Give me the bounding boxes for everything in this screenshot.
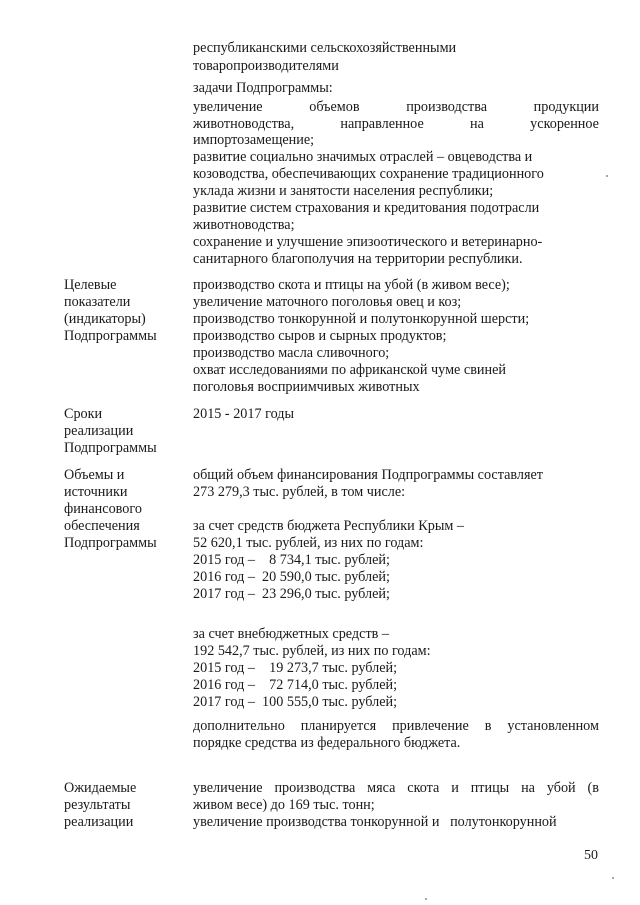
extra-year: 2016 год – 72 714,0 тыс. рублей; — [193, 677, 398, 693]
target-item: поголовья восприимчивых животных — [193, 379, 420, 395]
task-line: импортозамещение; — [193, 132, 315, 148]
task-line: сохранение и улучшение эпизоотического и ветеринарно- — [193, 234, 543, 250]
funding-total: общий объем финансирования Подпрограммы составляет — [193, 467, 543, 483]
results-line: живом весе) до 169 тыс. тонн; — [193, 797, 375, 813]
scan-speck — [606, 175, 608, 177]
budget-year: 2015 год – 8 734,1 тыс. рублей; — [193, 552, 390, 568]
extra-year: 2015 год – 19 273,7 тыс. рублей; — [193, 660, 398, 676]
target-item: производство тонкорунной и полутонкорунной шерсти; — [193, 311, 530, 327]
task-line: козоводства, обеспечивающих сохранение традиционного — [193, 166, 544, 182]
targets-label: Целевые — [64, 277, 117, 293]
results-label: реализации — [64, 814, 134, 830]
budget-year: 2017 год – 23 296,0 тыс. рублей; — [193, 586, 390, 602]
funding-label: обеспечения — [64, 518, 140, 534]
extra-year: 2017 год – 100 555,0 тыс. рублей; — [193, 694, 398, 710]
results-label: Ожидаемые — [64, 780, 137, 796]
task-line: животноводства; — [193, 217, 295, 233]
terms-label: Сроки — [64, 406, 103, 422]
target-item: увеличение маточного поголовья овец и коз; — [193, 294, 462, 310]
terms-label: Подпрограммы — [64, 440, 157, 456]
goals-line: республиканскими сельскохозяйственными — [193, 40, 457, 56]
results-line: увеличение производства мяса скота и птицы на убой (в — [193, 780, 599, 796]
task-line: увеличение объемов производства продукции — [193, 99, 599, 115]
federal-note: порядке средства из федерального бюджета. — [193, 735, 461, 751]
target-item: производство сыров и сырных продуктов; — [193, 328, 447, 344]
funding-label: финансового — [64, 501, 142, 517]
scan-speck — [425, 898, 427, 900]
target-item: охват исследованиями по африканской чуме свиней — [193, 362, 506, 378]
funding-label: источники — [64, 484, 128, 500]
page-number: 50 — [584, 848, 598, 863]
task-line: животноводства, направленное на ускоренное — [193, 116, 599, 132]
funding-label: Объемы и — [64, 467, 125, 483]
budget-total: 52 620,1 тыс. рублей, из них по годам: — [193, 535, 424, 551]
targets-label: показатели — [64, 294, 131, 310]
target-item: производство скота и птицы на убой (в живом весе); — [193, 277, 510, 293]
task-line: развитие социально значимых отраслей – овцеводства и — [193, 149, 533, 165]
task-line: уклада жизни и занятости населения республики; — [193, 183, 494, 199]
results-line: увеличение производства тонкорунной и полутонкорунной — [193, 814, 557, 830]
targets-label: Подпрограммы — [64, 328, 157, 344]
scan-speck — [612, 877, 614, 879]
task-line: санитарного благополучия на территории республики. — [193, 251, 523, 267]
task-line: развитие систем страхования и кредитования подотрасли — [193, 200, 540, 216]
federal-note: дополнительно планируется привлечение в установленном — [193, 718, 599, 734]
budget-heading: за счет средств бюджета Республики Крым – — [193, 518, 464, 534]
target-item: производство масла сливочного; — [193, 345, 390, 361]
extra-total: 192 542,7 тыс. рублей, из них по годам: — [193, 643, 431, 659]
goals-line: товаропроизводителями — [193, 58, 339, 74]
results-label: результаты — [64, 797, 131, 813]
terms-value: 2015 - 2017 годы — [193, 406, 295, 422]
targets-label: (индикаторы) — [64, 311, 146, 327]
terms-label: реализации — [64, 423, 134, 439]
funding-total: 273 279,3 тыс. рублей, в том числе: — [193, 484, 406, 500]
funding-label: Подпрограммы — [64, 535, 157, 551]
tasks-heading: задачи Подпрограммы: — [193, 80, 333, 96]
budget-year: 2016 год – 20 590,0 тыс. рублей; — [193, 569, 390, 585]
extra-heading: за счет внебюджетных средств – — [193, 626, 389, 642]
